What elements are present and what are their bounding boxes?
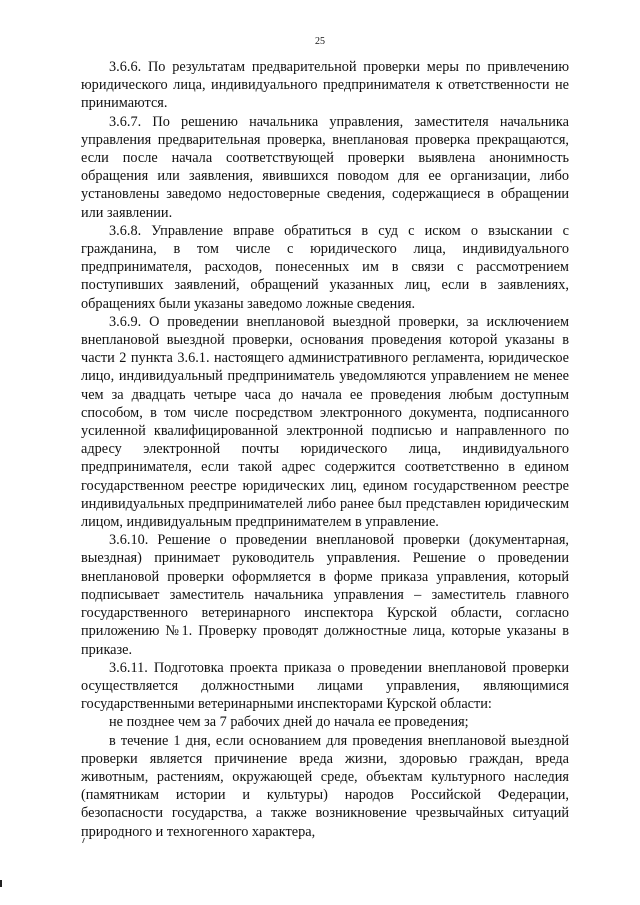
paragraph-3-6-6: 3.6.6. По результатам предварительной проверки меры по привлечению юридического лица, индивидуального предпринимателя к ответственности не принимаются. bbox=[81, 59, 569, 112]
paragraph-3-6-9: 3.6.9. О проведении внеплановой выездной проверки, за исключением внеплановой выездной проверки, основания проведения которой указаны в части 2 пункта 3.6.1. настоящего административного регламента, юридическое лицо, индивидуальный предприниматель уведомляются управлением не менее чем за двадцать четыре часа до начала ее проведения любым доступным способом, в том числе посредством электронного документа, подписанного усиленной квалифицированной электронной подписью и направленного по адресу электронной почты юридического лица, индивидуального предпринимателя, если такой адрес содержится соответственно в едином государственном реестре юридических лиц, едином государственном реестре индивидуальных предпринимателей либо ранее был представлен юридическим лицом, индивидуальным предпринимателем в управление. bbox=[81, 313, 569, 531]
document-body bbox=[81, 58, 569, 841]
page-number: 25 bbox=[315, 36, 325, 47]
paragraph-3-6-10: 3.6.10. Решение о проведении внеплановой проверки (документарная, выездная) принимает руководитель управления. Решение о проведении внеплановой проверки оформляется в форме приказа управления, который подписывает заместитель начальника управления – заместитель главного государственного ветеринарного инспектора Курской области, согласно приложению №1. Проверку проводят должностные лица, которые указаны в приказе. bbox=[81, 532, 569, 658]
paragraph-3-6-11: 3.6.11. Подготовка проекта приказа о проведении внеплановой проверки осуществляется должностными лицами управления, являющимися государственными ветеринарными инспекторами Курской области: bbox=[81, 659, 569, 713]
paragraph-3-6-7: 3.6.7. По решению начальника управления, заместителя начальника управления предварительная проверка, внеплановая проверка прекращаются, если после начала соответствующей проверки выявлена анонимность обращения или заявления, явившихся поводом для ее организации, либо установлены заведомо недостоверные сведения, содержащиеся в обращении или заявлении. bbox=[81, 113, 569, 221]
list-item-deadline-1-day: в течение 1 дня, если основанием для проведения внеплановой выездной проверки является причинение вреда жизни, здоровью граждан, вреда животным, растениям, окружающей среде, объектам культурного наследия (памятникам истории и культуры) народов Российской Федерации, безопасности государства, а также возникновение чрезвычайных ситуаций природного и техногенного характера, bbox=[81, 732, 569, 840]
list-item-deadline-7-days: не позднее чем за 7 рабочих дней до начала ее проведения; bbox=[109, 714, 469, 731]
paragraph-3-6-8: 3.6.8. Управление вправе обратиться в суд с иском о взыскании с гражданина, в том числе с юридического лица, индивидуального предпринимателя, расходов, понесенных им в связи с рассмотрением поступивших заявлений, обращений указанных лиц, если в заявлениях, обращениях были указаны заведомо ложные сведения. bbox=[81, 222, 569, 312]
scan-edge-mark bbox=[0, 880, 2, 887]
